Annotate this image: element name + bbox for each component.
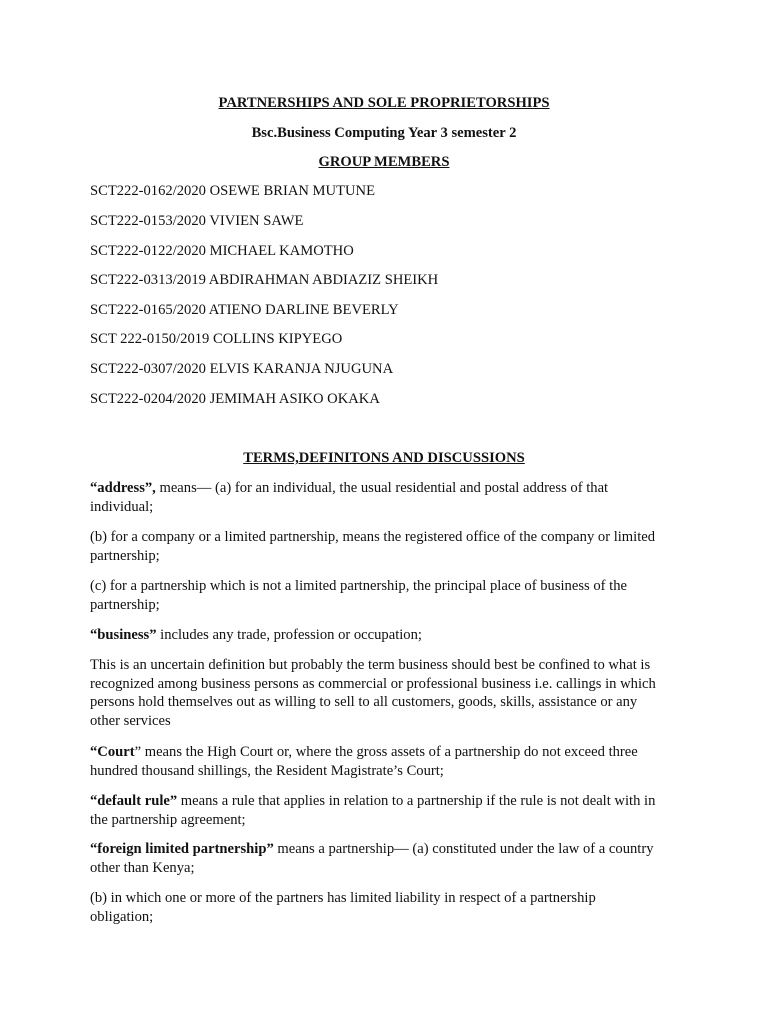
- document-title: PARTNERSHIPS AND SOLE PROPRIETORSHIPS: [218, 95, 550, 111]
- discussion-text: persons hold themselves out as willing to sell to all customers, goods, skills, assistance or any: [90, 694, 638, 710]
- term-label: “default rule”: [90, 793, 178, 809]
- discussion-text: This is an uncertain definition but probably the term business should best be confined to what is: [90, 657, 651, 673]
- definition-text: (b) in which one or more of the partners has limited liability in respect of a partnership: [90, 890, 596, 906]
- definition-text: other than Kenya;: [90, 859, 195, 876]
- definition-text: ” means the High Court or, where the gross assets of a partnership do not exceed three: [134, 744, 638, 760]
- definition-text: means a partnership— (a) constituted under the law of a country: [273, 841, 654, 857]
- definition-address-c: [90, 577, 690, 614]
- member-line: SCT222-0313/2019 ABDIRAHMAN ABDIAZIZ SHEIKH: [90, 272, 439, 288]
- definition-text: means a rule that applies in relation to a partnership if the rule is not dealt with in: [177, 793, 656, 809]
- definition-text: (b) for a company or a limited partnership, means the registered office of the company or limited: [90, 529, 656, 545]
- term-label: “foreign limited partnership”: [90, 841, 274, 857]
- business-discussion: [90, 656, 690, 730]
- definition-text: obligation;: [90, 908, 154, 925]
- member-line: SCT222-0153/2020 VIVIEN SAWE: [90, 213, 304, 229]
- definition-address: [90, 479, 690, 516]
- definition-foreign-limited-partnership: [90, 840, 690, 877]
- term-label: “Court: [90, 744, 135, 760]
- definition-text: means— (a) for an individual, the usual residential and postal address of that: [155, 480, 609, 496]
- definition-address-b: [90, 528, 690, 565]
- member-line: SCT222-0307/2020 ELVIS KARANJA NJUGUNA: [90, 361, 394, 377]
- discussion-text: recognized among business persons as commercial or professional business i.e. callings in which: [90, 675, 656, 692]
- definition-text: (c) for a partnership which is not a limited partnership, the principal place of business of the: [90, 578, 627, 594]
- definition-text: includes any trade, profession or occupation;: [156, 627, 422, 643]
- discussion-text: other services: [90, 712, 171, 729]
- definition-business: [90, 626, 690, 645]
- member-line: SCT222-0204/2020 JEMIMAH ASIKO OKAKA: [90, 391, 380, 407]
- definition-foreign-limited-partnership-b: [90, 889, 690, 926]
- term-label: “address”,: [90, 480, 156, 496]
- course-subtitle: Bsc.Business Computing Year 3 semester 2: [251, 125, 517, 141]
- member-line: SCT 222-0150/2019 COLLINS KIPYEGO: [90, 331, 343, 347]
- definition-court: [90, 743, 690, 780]
- member-line: SCT222-0122/2020 MICHAEL KAMOTHO: [90, 243, 354, 259]
- definition-default-rule: [90, 792, 690, 829]
- definition-text: partnership;: [90, 596, 160, 613]
- group-members-heading: GROUP MEMBERS: [318, 154, 450, 170]
- definition-text: partnership;: [90, 547, 160, 564]
- definition-text: individual;: [90, 498, 154, 515]
- section-heading: TERMS,DEFINITONS AND DISCUSSIONS: [243, 450, 525, 466]
- member-line: SCT222-0162/2020 OSEWE BRIAN MUTUNE: [90, 183, 375, 199]
- term-label: “business”: [90, 627, 157, 643]
- definition-text: hundred thousand shillings, the Resident Magistrate’s Court;: [90, 762, 444, 779]
- definition-text: the partnership agreement;: [90, 811, 246, 828]
- member-line: SCT222-0165/2020 ATIENO DARLINE BEVERLY: [90, 302, 399, 318]
